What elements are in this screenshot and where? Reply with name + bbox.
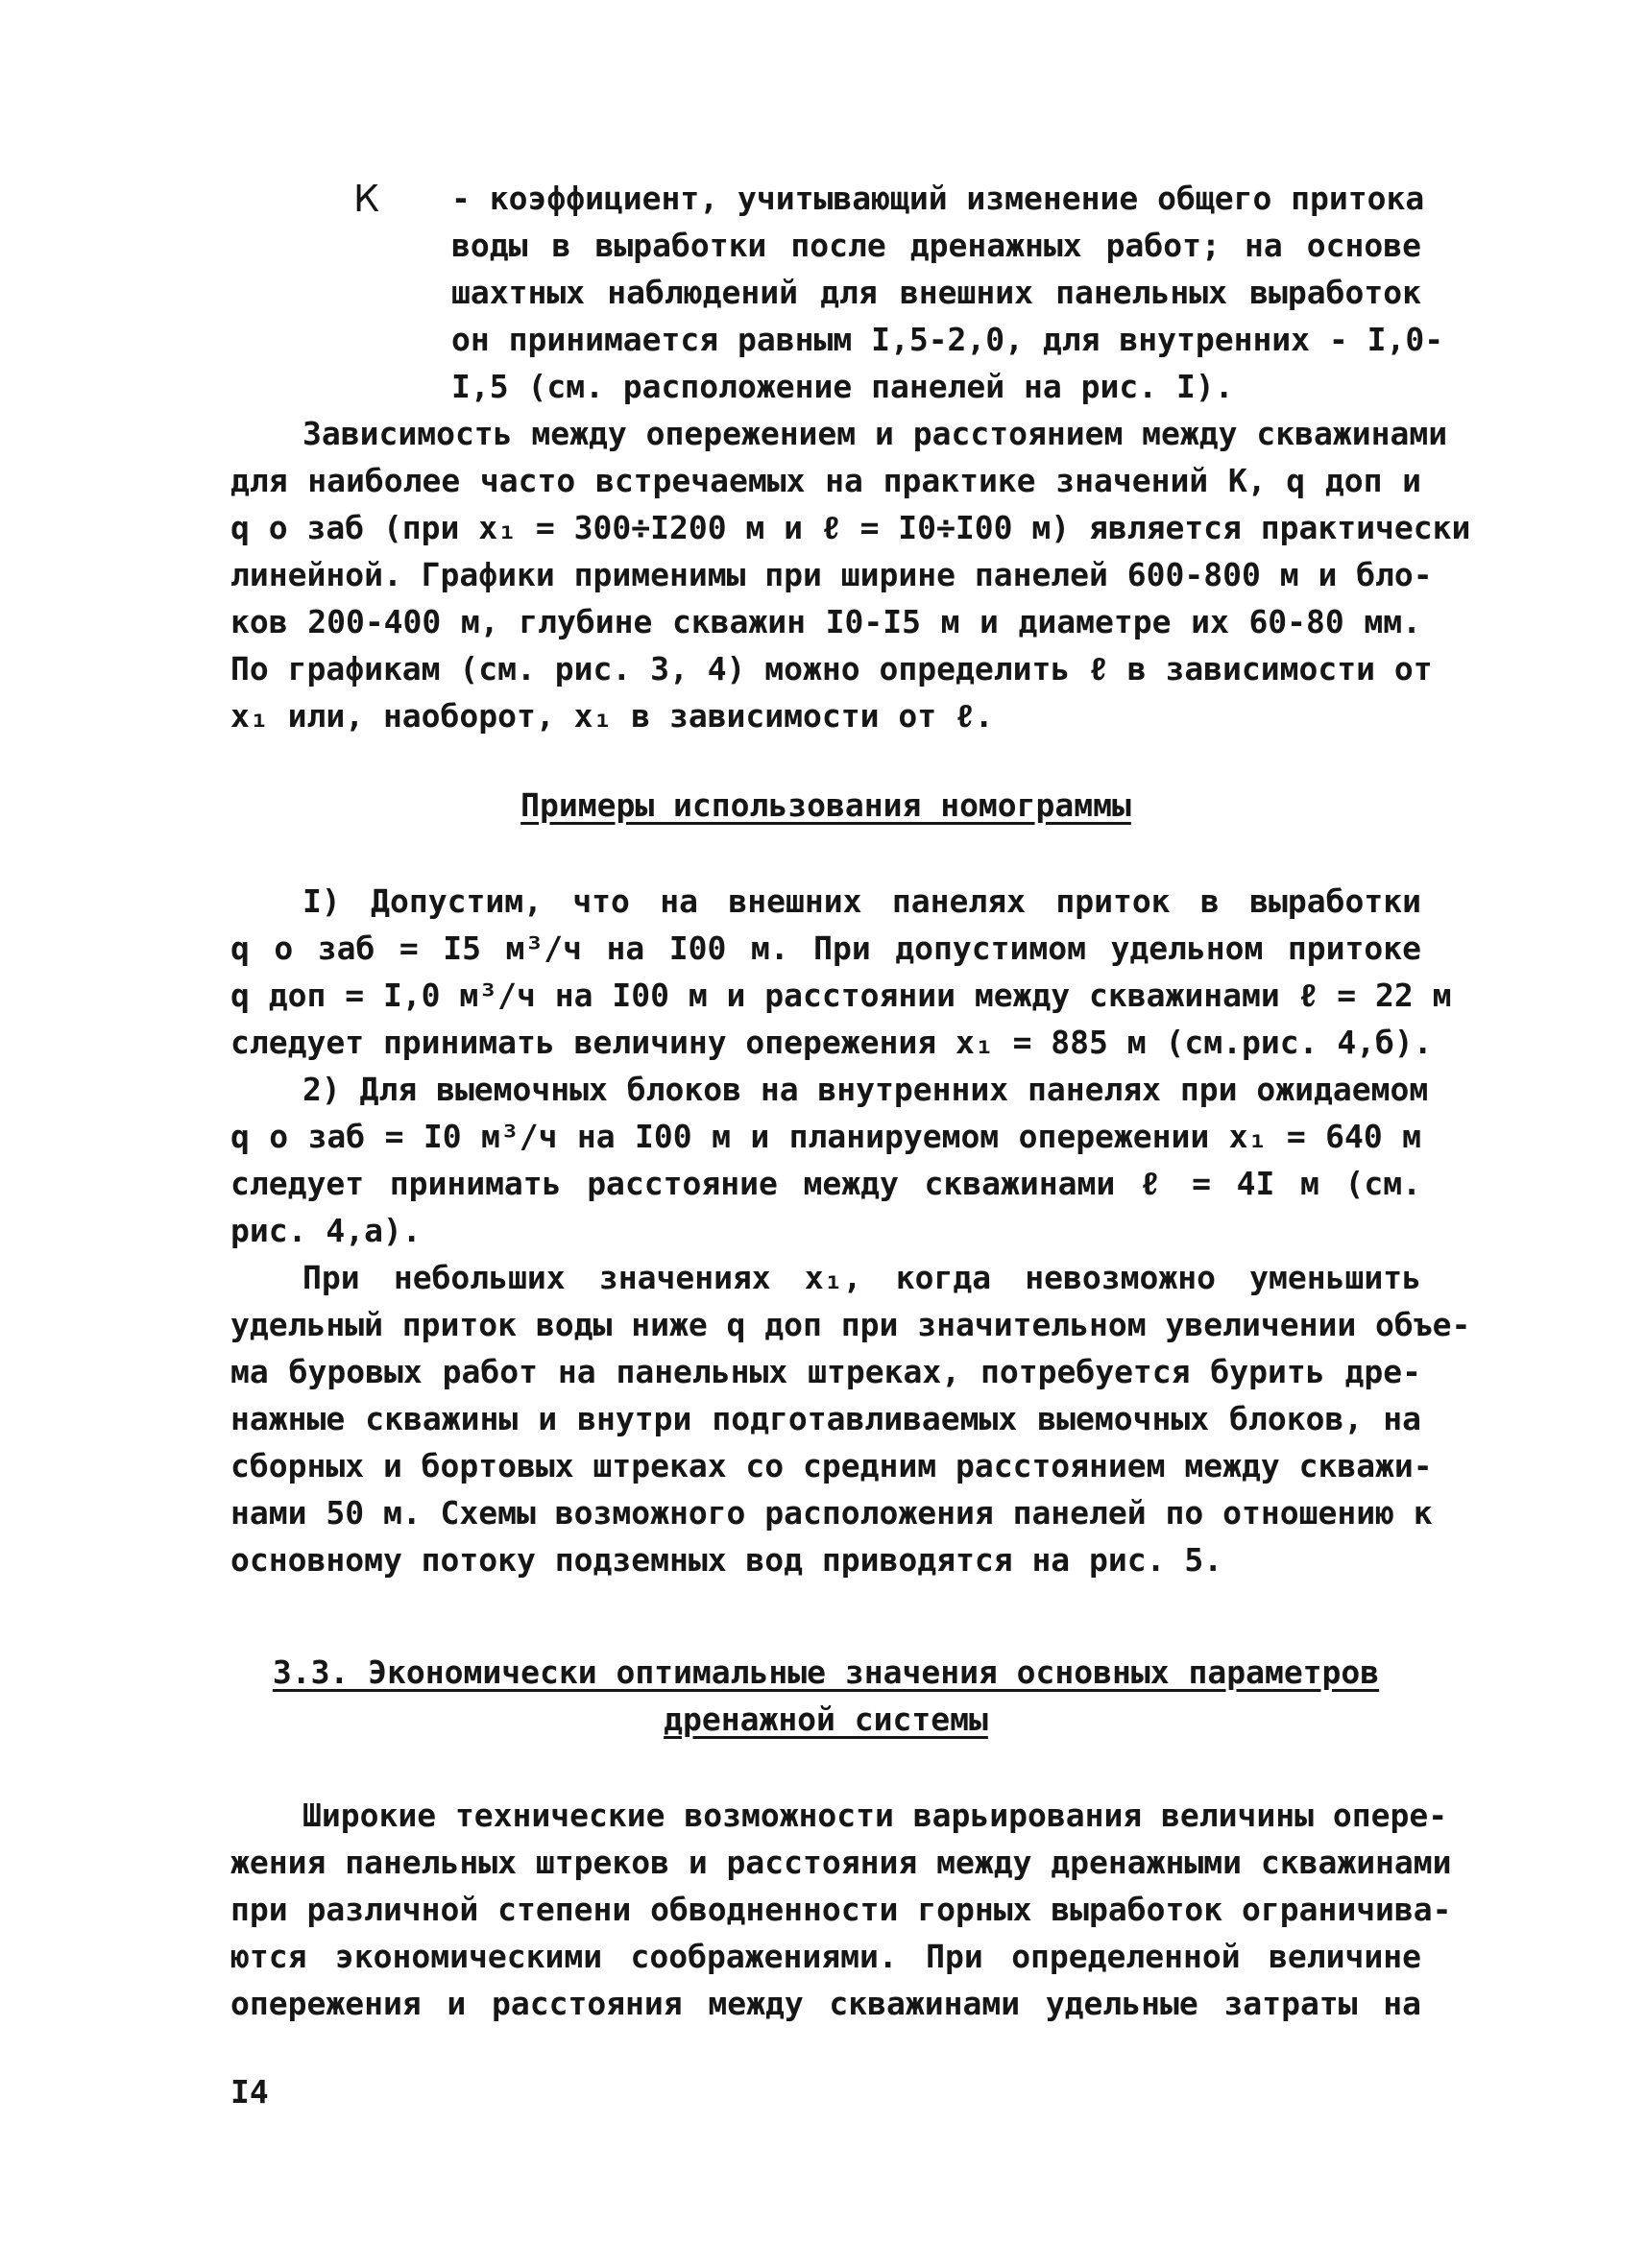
paragraph-line: Широкие технические возможности варьирования величины опере- (302, 1797, 1448, 1834)
paragraph-line: удельный приток воды ниже q доп при значительном увеличении объе- (230, 1306, 1471, 1343)
paragraph-line: нами 50 м. Схемы возможного расположения панелей по отношению к (230, 1494, 1433, 1532)
paragraph-line: q о заб (при x₁ = 300÷I200 м и ℓ = I0÷I00 м) является практически (230, 509, 1471, 546)
example-line: q доп = I,0 м³/ч на I00 м и расстоянии между скважинами ℓ = 22 м (230, 977, 1452, 1014)
paragraph-line: При небольших значениях x₁, когда невозможно уменьшить (302, 1259, 1421, 1296)
page-number: I4 (230, 2073, 269, 2111)
paragraph-line: при различной степени обводненности горных выработок ограничива- (230, 1891, 1452, 1928)
paragraph-line: ков 200-400 м, глубине скважин I0-I5 м и диаметре их 60-80 мм. (230, 603, 1421, 640)
definition-line: шахтных наблюдений для внешних панельных выработок (451, 274, 1421, 311)
definition-line: I,5 (см. расположение панелей на рис. I). (451, 368, 1234, 405)
paragraph-line: сборных и бортовых штреках со средним расстоянием между скважи- (230, 1447, 1433, 1484)
paragraph-line: По графикам (см. рис. 3, 4) можно определить ℓ в зависимости от (230, 650, 1433, 688)
paragraph-line: основному потоку подземных вод приводятся на рис. 5. (230, 1541, 1223, 1579)
paragraph-line: линейной. Графики применимы при ширине панелей 600-800 м и бло- (230, 556, 1433, 593)
definition-line: он принимается равным I,5-2,0, для внутренних - I,0- (451, 321, 1444, 358)
definition-term: К (353, 178, 379, 220)
paragraph-line: ются экономическими соображениями. При определенной величине (230, 1938, 1421, 1975)
paragraph-line: x₁ или, наоборот, x₁ в зависимости от ℓ. (230, 697, 994, 735)
example-line: I) Допустим, что на внешних панелях приток в выработки (302, 882, 1421, 920)
example-line: следует принимать расстояние между скважинами ℓ = 4I м (см. (230, 1165, 1421, 1202)
paragraph-line: для наиболее часто встречаемых на практике значений К, q доп и (230, 462, 1421, 499)
section-heading: 3.3. Экономически оптимальные значения основных параметров (272, 1653, 1380, 1691)
example-line: q о заб = I5 м³/ч на I00 м. При допустимом удельном притоке (230, 929, 1421, 967)
paragraph-line: Зависимость между опережением и расстоянием между скважинами (302, 415, 1448, 452)
example-line: 2) Для выемочных блоков на внутренних панелях при ожидаемом (302, 1071, 1429, 1108)
example-line: следует принимать величину опережения x₁ = 885 м (см.рис. 4,б). (230, 1024, 1433, 1061)
definition-line: - коэффициент, учитывающий изменение общего притока (451, 180, 1425, 217)
paragraph-line: опережения и расстояния между скважинами удельные затраты на (230, 1985, 1421, 2022)
definition-line: воды в выработки после дренажных работ; на основе (451, 227, 1421, 264)
example-line: рис. 4,а). (230, 1212, 422, 1249)
examples-heading: Примеры использования номограммы (520, 786, 1131, 824)
paragraph-line: нажные скважины и внутри подготавливаемых выемочных блоков, на (230, 1400, 1421, 1437)
section-heading: дренажной системы (664, 1701, 988, 1738)
paragraph-line: жения панельных штреков и расстояния между дренажными скважинами (230, 1844, 1452, 1881)
paragraph-line: ма буровых работ на панельных штреках, потребуется бурить дре- (230, 1353, 1421, 1390)
example-line: q о заб = I0 м³/ч на I00 м и планируемом опережении x₁ = 640 м (230, 1118, 1421, 1155)
